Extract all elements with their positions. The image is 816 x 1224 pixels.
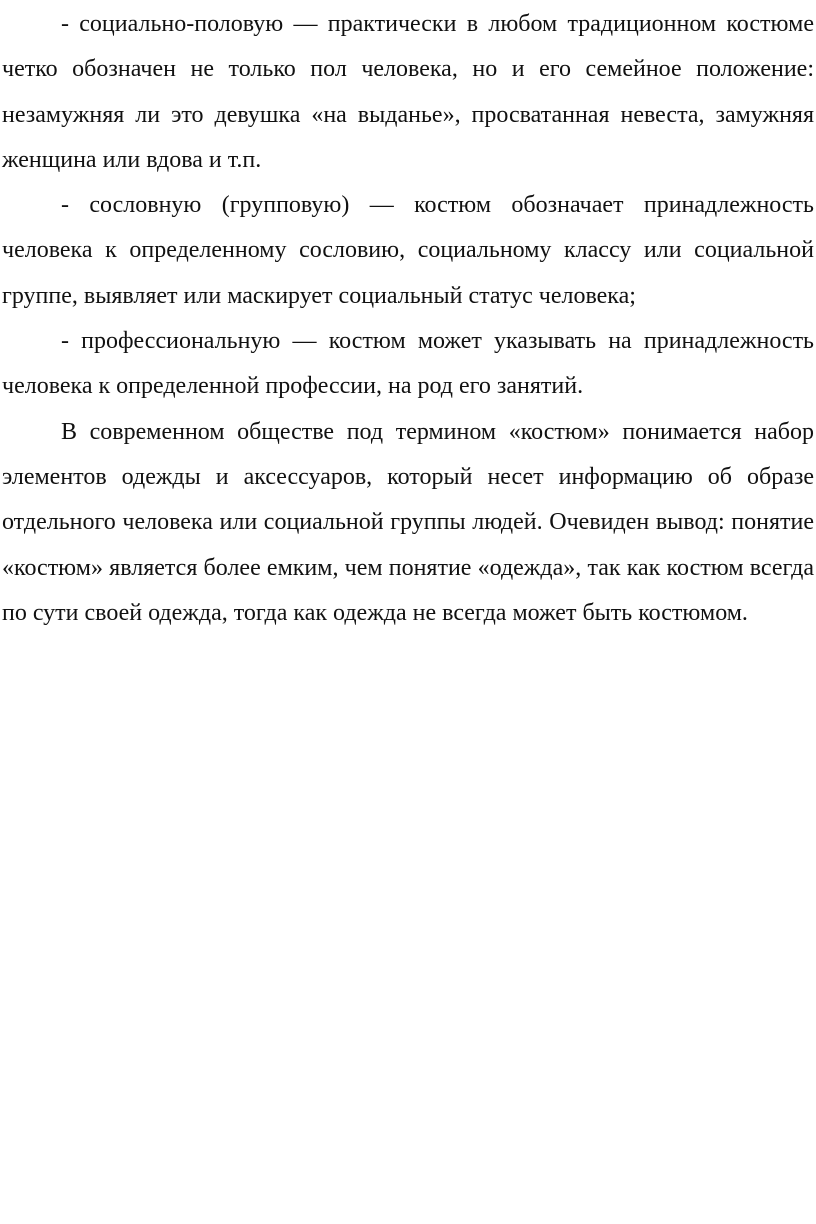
paragraph-social-gender-function: - социально-половую — практически в любом традиционном костюме четко обозначен не только пол человека, но и его семейное положение: незамужняя ли это девушка «на выданье», просватанная невеста, замужняя женщина или вдова и т.п. [2,11,814,173]
paragraph-professional-function: - профессиональную — костюм может указывать на принадлежность человека к определенной профессии, на род его занятий. [2,328,814,400]
paragraph-estate-group-function: - сословную (групповую) — костюм обозначает принадлежность человека к определенному сословию, социальному классу или социальной группе, выявляет или маскирует социальный статус человека; [2,192,814,309]
paragraph-costume-definition: В современном обществе под термином «костюм» понимается набор элементов одежды и аксессуаров, который несет информацию об образе отдельного человека или социальной группы людей. Очевиден вывод: понятие «костюм» является более емким, чем понятие «одежда», так как костюм всегда по сути своей одежда, тогда как одежда не всегда может быть костюмом. [2,418,814,626]
